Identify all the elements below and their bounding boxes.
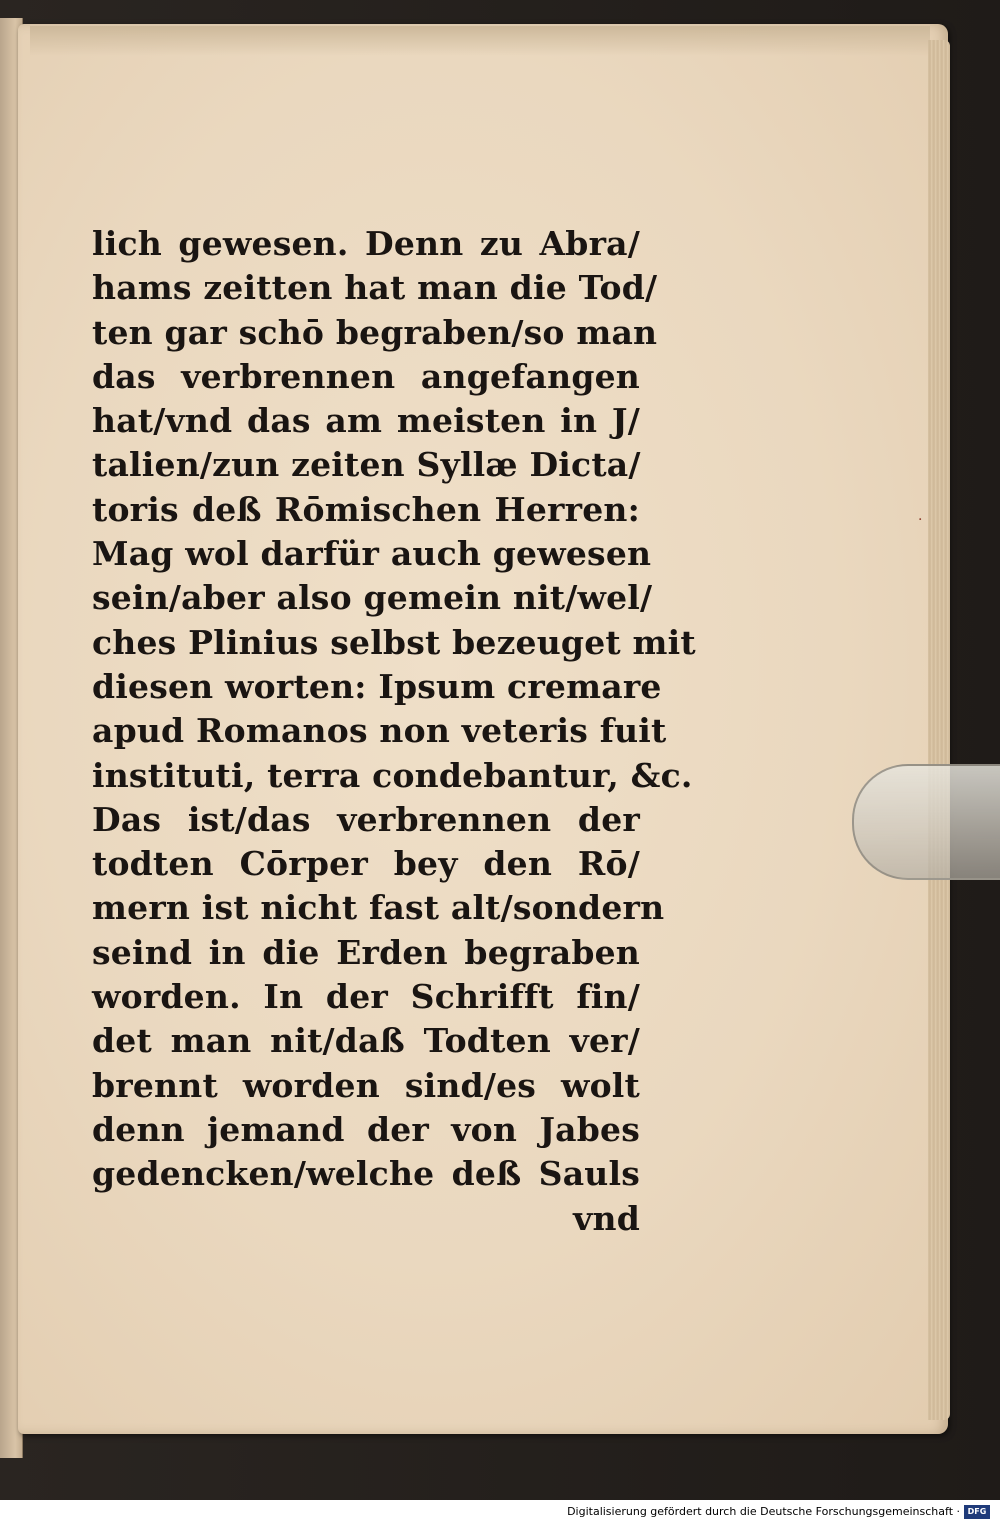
text-line: instituti, terra condebantur, &c.	[92, 755, 693, 795]
text-line: toris deß Rōmischen Herren:	[92, 489, 640, 529]
catchword: vnd	[573, 1198, 640, 1238]
text-line: lich gewesen. Denn zu Abra/	[92, 224, 640, 263]
text-line: det man nit/daß Todten ver/	[92, 1021, 640, 1061]
text-line: diesen worten: Ipsum cremare	[92, 666, 662, 706]
text-line: mern ist nicht fast alt/sondern	[92, 888, 665, 928]
text-line: ches Plinius selbst bezeuget mit	[92, 622, 696, 662]
text-line: sein/aber also gemein nit/wel/	[92, 578, 653, 618]
text-line: denn jemand der von Jabes	[92, 1109, 640, 1149]
text-line: worden. In der Schrifft fin/	[92, 977, 640, 1017]
page-text	[92, 222, 696, 1241]
text-line: apud Romanos non veteris fuit	[92, 711, 667, 751]
text-line: Mag wol darfür auch gewesen	[92, 534, 652, 574]
footer-credit: Digitalisierung gefördert durch die Deutsche Forschungsgemeinschaft ·	[567, 1505, 960, 1518]
text-line: Das ist/das verbrennen der	[92, 799, 640, 839]
text-line: brennt worden sind/es wolt	[92, 1065, 640, 1105]
text-line: todten Cōrper bey den Rō/	[92, 844, 640, 884]
text-line: das verbrennen angefangen	[92, 356, 640, 396]
page-stack-edge	[928, 40, 950, 1420]
margin-mark: ·	[918, 512, 923, 528]
text-line: hat/vnd das am meisten in J/	[92, 401, 640, 441]
text-line: talien/zun zeiten Syllæ Dicta/	[92, 445, 641, 485]
page-top-edge	[30, 26, 930, 56]
footer-bar	[0, 1500, 1000, 1524]
dfg-logo-icon: DFG	[964, 1505, 990, 1519]
page-clip	[852, 764, 1000, 880]
text-line: ten gar schō begraben/so man	[92, 312, 658, 352]
text-line: hams zeitten hat man die Tod/	[92, 268, 658, 308]
text-line: seind in die Erden begraben	[92, 932, 640, 972]
text-line: gedencken/welche deß Sauls	[92, 1154, 640, 1194]
